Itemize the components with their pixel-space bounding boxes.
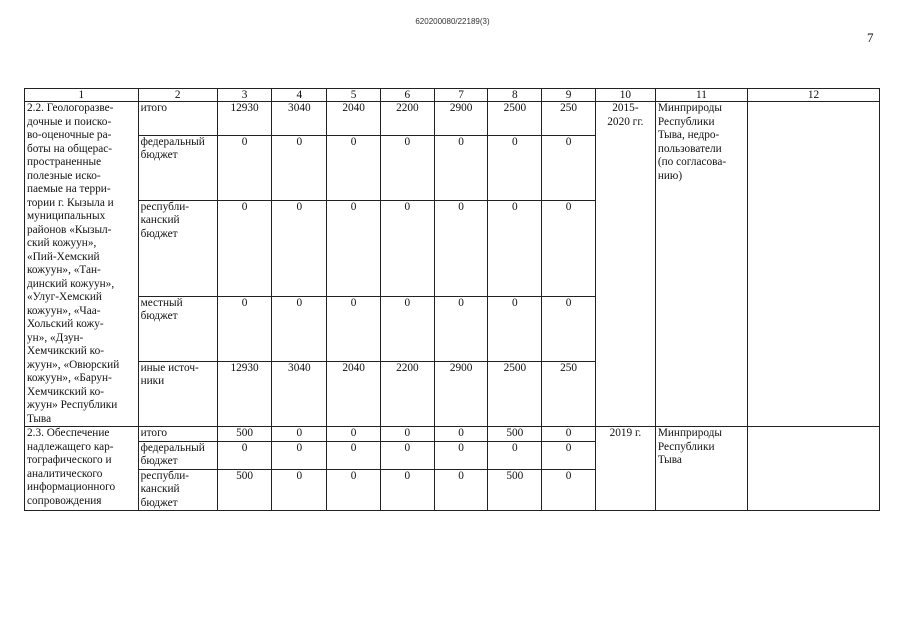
header-cell: 4 — [272, 89, 327, 102]
value-cell: 0 — [542, 427, 596, 442]
table-row — [25, 427, 880, 442]
value-cell: 0 — [380, 441, 434, 469]
header-cell: 5 — [327, 89, 381, 102]
page-number: 7 — [867, 30, 874, 45]
value-cell: 0 — [488, 135, 542, 200]
cell-line: ники — [140, 375, 165, 388]
cell-line: кожуун», «Чаа- — [27, 304, 101, 317]
cell-line: дочные и поиско- — [27, 115, 112, 128]
value-cell: 2040 — [327, 102, 381, 136]
funding-source-cell — [138, 361, 217, 426]
cell-line: иные источ- — [140, 361, 199, 374]
value-cell: 0 — [488, 200, 542, 296]
value-cell: 2500 — [488, 361, 542, 426]
value-cell: 500 — [488, 427, 542, 442]
value-cell: 0 — [272, 469, 327, 511]
value-cell: 500 — [488, 469, 542, 511]
cell-line: надлежащего кар- — [27, 440, 114, 453]
table-row — [25, 102, 880, 136]
header-cell: 2 — [138, 89, 217, 102]
cell-line: Тыва, недро- — [657, 129, 720, 141]
value-cell: 0 — [327, 200, 381, 296]
value-cell: 0 — [272, 200, 327, 296]
cell-line: бюджет — [140, 496, 178, 509]
empty-cell — [748, 102, 880, 427]
cell-line: паемые на терри- — [27, 183, 111, 195]
value-cell: 0 — [542, 469, 596, 511]
value-cell: 2900 — [434, 102, 488, 136]
value-cell: 250 — [542, 102, 596, 136]
cell-line: сопровождения — [27, 494, 102, 507]
funding-source-cell — [138, 102, 217, 136]
cell-line: «Пий-Хемский — [27, 250, 100, 263]
header-cell: 10 — [595, 89, 655, 102]
cell-line: пространенные — [27, 156, 102, 168]
value-cell: 3040 — [272, 361, 327, 426]
cell-line: Республики — [657, 440, 715, 453]
cell-line: местный — [140, 296, 183, 309]
cell-line: «Улуг-Хемский — [27, 291, 102, 303]
cell-line: тории г. Кызыла и — [27, 196, 114, 209]
value-cell: 0 — [327, 135, 381, 200]
cell-line: во-оценочные ра- — [27, 129, 112, 141]
cell-line: тографического и — [27, 454, 112, 466]
cell-line: (по согласова- — [657, 156, 727, 168]
cell-line: ский кожуун», — [27, 237, 97, 249]
value-cell: 3040 — [272, 102, 327, 136]
header-cell: 3 — [217, 89, 272, 102]
value-cell: 0 — [217, 200, 272, 296]
cell-line: 2019 г. — [609, 427, 642, 439]
cell-line: муниципальных — [27, 210, 106, 222]
value-cell: 2500 — [488, 102, 542, 136]
cell-line: динский кожуун», — [27, 277, 115, 290]
cell-line: 2.2. Геологоразве- — [27, 102, 114, 114]
period-cell — [595, 427, 655, 511]
header-cell: 1 — [25, 89, 139, 102]
header-cell: 11 — [655, 89, 747, 102]
value-cell: 0 — [488, 296, 542, 361]
value-cell: 0 — [327, 469, 381, 511]
funding-source-cell — [138, 200, 217, 296]
value-cell: 0 — [542, 296, 596, 361]
header-row — [25, 89, 880, 102]
cell-line: жуун» Республики — [27, 399, 118, 411]
header-cell: 8 — [488, 89, 542, 102]
cell-line: Минприроды — [657, 102, 722, 114]
value-cell: 0 — [327, 427, 381, 442]
cell-line: федеральный — [140, 135, 205, 148]
responsible-cell — [655, 427, 747, 511]
value-cell: 2900 — [434, 361, 488, 426]
cell-line: кожуун», «Тан- — [27, 264, 101, 276]
document-code: 620200080/22189(3) — [415, 17, 490, 26]
cell-line: бюджет — [140, 310, 178, 323]
value-cell: 0 — [272, 135, 327, 200]
value-cell: 12930 — [217, 361, 272, 426]
value-cell: 2200 — [380, 102, 434, 136]
cell-line: итого — [140, 427, 168, 439]
funding-source-cell — [138, 135, 217, 200]
value-cell: 0 — [272, 441, 327, 469]
period-cell — [595, 102, 655, 427]
cell-line: итого — [140, 102, 168, 114]
program-table — [24, 88, 880, 511]
cell-line: федеральный — [140, 441, 205, 454]
cell-line: 2020 гг. — [607, 115, 644, 128]
cell-line: бюджет — [140, 149, 178, 162]
value-cell: 0 — [380, 427, 434, 442]
value-cell: 0 — [434, 135, 488, 200]
funding-source-cell — [138, 441, 217, 469]
cell-line: Хемчикский ко- — [27, 385, 104, 398]
value-cell: 0 — [272, 427, 327, 442]
value-cell: 0 — [434, 469, 488, 511]
funding-source-cell — [138, 427, 217, 442]
header-cell: 12 — [748, 89, 880, 102]
value-cell: 0 — [380, 469, 434, 511]
value-cell: 0 — [380, 135, 434, 200]
cell-line: Хольский кожу- — [27, 318, 104, 330]
value-cell: 2200 — [380, 361, 434, 426]
value-cell: 0 — [542, 441, 596, 469]
funding-source-cell — [138, 469, 217, 511]
activity-title-cell — [25, 427, 139, 511]
value-cell: 500 — [217, 427, 272, 442]
cell-line: полезные иско- — [27, 169, 101, 182]
responsible-cell — [655, 102, 747, 427]
cell-line: аналитического — [27, 467, 103, 480]
cell-line: пользователи — [657, 142, 722, 155]
cell-line: районов «Кызыл- — [27, 223, 112, 236]
header-cell: 9 — [542, 89, 596, 102]
value-cell: 0 — [327, 441, 381, 469]
cell-line: Тыва — [657, 454, 682, 466]
cell-line: Республики — [657, 115, 715, 128]
cell-line: бюджет — [140, 227, 178, 240]
cell-line: ун», «Дзун- — [27, 331, 84, 344]
cell-line: Тыва — [27, 412, 52, 425]
value-cell: 0 — [434, 427, 488, 442]
value-cell: 0 — [488, 441, 542, 469]
value-cell: 0 — [380, 200, 434, 296]
value-cell: 0 — [434, 296, 488, 361]
funding-source-cell — [138, 296, 217, 361]
cell-line: канский — [140, 214, 180, 227]
cell-line: республи- — [140, 469, 190, 482]
value-cell: 0 — [542, 135, 596, 200]
value-cell: 0 — [272, 296, 327, 361]
value-cell: 0 — [434, 200, 488, 296]
cell-line: республи- — [140, 200, 190, 213]
value-cell: 0 — [327, 296, 381, 361]
value-cell: 2040 — [327, 361, 381, 426]
value-cell: 0 — [434, 441, 488, 469]
cell-line: канский — [140, 483, 180, 495]
cell-line: боты на общерас- — [27, 142, 113, 155]
header-cell: 7 — [434, 89, 488, 102]
cell-line: Хемчикский ко- — [27, 345, 104, 357]
value-cell: 0 — [217, 296, 272, 361]
value-cell: 500 — [217, 469, 272, 511]
value-cell: 0 — [542, 200, 596, 296]
cell-line: жуун», «Овюрский — [27, 358, 120, 371]
cell-line: кожуун», «Барун- — [27, 372, 112, 384]
cell-line: информационного — [27, 481, 116, 493]
activity-title-cell — [25, 102, 139, 427]
cell-line: бюджет — [140, 455, 178, 467]
cell-line: Минприроды — [657, 427, 722, 439]
cell-line: 2.3. Обеспечение — [27, 427, 110, 439]
cell-line: нию) — [657, 169, 683, 182]
cell-line: 2015- — [612, 102, 639, 114]
value-cell: 0 — [217, 135, 272, 200]
value-cell: 0 — [217, 441, 272, 469]
empty-cell — [748, 427, 880, 511]
value-cell: 250 — [542, 361, 596, 426]
value-cell: 12930 — [217, 102, 272, 136]
header-cell: 6 — [380, 89, 434, 102]
value-cell: 0 — [380, 296, 434, 361]
